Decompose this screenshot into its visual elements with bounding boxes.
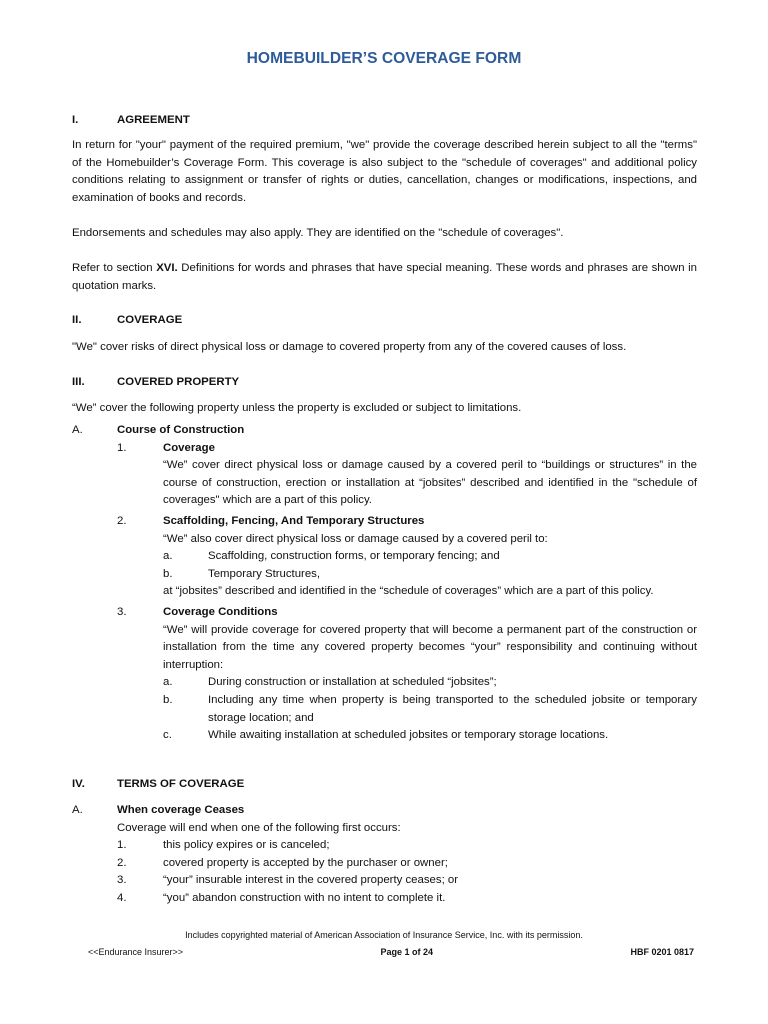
ceases-list [72,837,697,907]
document-title: HOMEBUILDER’S COVERAGE FORM [246,50,522,67]
section-heading: I. AGREEMENT [72,114,190,126]
section-heading: III. COVERED PROPERTY [72,376,240,388]
section-covered-property [72,374,697,392]
list-item: 2. Scaffolding, Fencing, And Temporary Structures “We” also cover direct physical loss or damage caused by a covered peril to: a. Scaffolding, construction forms, or temporary fencing; and b. Temporary Structures, at “jobsites” described and identified in the “schedule of coverages” which are a part of this policy. [117,514,654,598]
form-number: HBF 0201 0817 [630,947,694,957]
insurer-name: <<Endurance Insurer>> [88,947,184,957]
paragraph: “We” cover the following property unless the property is excluded or subject to limitations. [72,402,522,414]
paragraph: In return for "your" payment of the required premium, "we" provide the coverage described herein subject to all the "terms" of the Homebuilder’s Coverage Form. This coverage is also subject to the "schedule of coverages" and additional policy conditions relating to assignment or transfer of rights or duties, cancellation, changes or modifications, inspections, and examination of books and records. [72,139,697,204]
section-agreement [72,112,697,130]
paragraph: Endorsements and schedules may also apply. They are identified on the "schedule of coverages". [72,227,564,239]
subsection-course-of-construction: A. Course of Construction 1. Coverage “We” cover direct physical loss or damage caused by a covered peril to “buildings or structures” in the course of construction, erection or installation at “jobsites” described and identified in the "schedule of coverages" which are a part of this policy. 2. Scaffolding, Fencing, And Temporary Structures “We” also cover direct physical loss or damage caused by a covered peril to: a. Scaffolding, construction forms, or temporary fencing; and b. Temporary Structures, at “jobsites” described and identified in the “schedule of coverages” which are a part of this policy. 3. Coverage Conditions “We” will provide coverage for covered property that will become a permanent part of the construction or installation from the time any covered property becomes “your” responsibility and continuing without interruption: a. During construction or installation at scheduled “jobsites”; b. Including any time when property is being transported to the scheduled jobsite or temporary storage location; and c. While awaiting installation at scheduled jobsites or temporary storage locations. [72,422,697,745]
list-item: 1. this policy expires or is canceled; [117,839,330,852]
list-item: 3. Coverage Conditions “We” will provide coverage for covered property that will become a permanent part of the construction or installation from the time any covered property becomes “your” responsibility and continuing without interruption: a. During construction or installation at scheduled “jobsites”; b. Including any time when property is being transported to the scheduled jobsite or temporary storage location; and c. While awaiting installation at scheduled jobsites or temporary storage locations. [117,605,697,742]
list-item: 3. “your” insurable interest in the covered property ceases; or [117,874,459,887]
list-item: 4. “you” abandon construction with no intent to complete it. [117,891,446,904]
section-terms-of-coverage [72,776,697,794]
section-heading: II. COVERAGE [72,314,183,326]
paragraph: Refer to section XVI. Definitions for words and phrases that have special meaning. These words and phrases are shown in quotation marks. [72,262,697,292]
list-item: 1. Coverage “We” cover direct physical loss or damage caused by a covered peril to “buildings or structures” in the course of construction, erection or installation at “jobsites” described and identified in the "schedule of coverages" which are a part of this policy. [117,441,697,507]
copyright-notice: Includes copyrighted material of American Association of Insurance Service, Inc. with its permission. [185,930,583,940]
list-item: 2. covered property is accepted by the purchaser or owner; [117,856,448,869]
paragraph: "We" cover risks of direct physical loss or damage to covered property from any of the covered causes of loss. [72,341,627,353]
section-heading: IV. TERMS OF COVERAGE [72,778,245,790]
section-coverage [72,312,697,330]
page-number: Page 1 of 24 [380,947,434,957]
subsection-when-coverage-ceases: A. When coverage Ceases Coverage will end when one of the following first occurs: 1. this policy expires or is canceled; 2. covered property is accepted by the purchaser or owner; 3. “your” insurable interest in the covered property ceases; or 4. “you” abandon construction with no intent to complete it. [72,802,697,908]
page-footer [88,946,694,958]
